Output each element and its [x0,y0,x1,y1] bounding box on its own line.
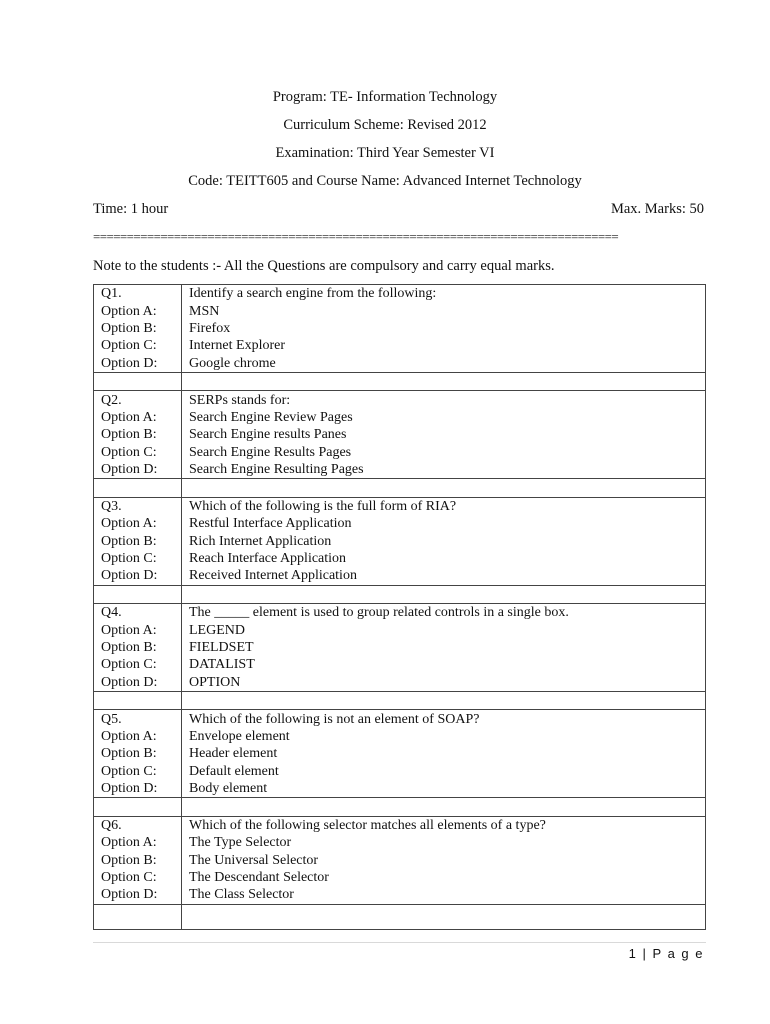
option-row [94,780,706,798]
option-row [94,355,706,373]
question-row-text: The _____ element is used to group related controls in a single box. [182,604,706,622]
option-row-label: Option B: [94,426,182,443]
spacer-cell [182,798,706,816]
option-row-label: Option A: [94,834,182,851]
option-row [94,444,706,461]
spacer-row [94,372,706,390]
option-row-text: Search Engine results Panes [182,426,706,443]
question-row [94,604,706,622]
question-row [94,710,706,728]
option-row-text: Firefox [182,320,706,337]
option-row-label: Option C: [94,550,182,567]
option-row-text: Default element [182,763,706,780]
spacer-cell [182,904,706,929]
option-row-text: Search Engine Results Pages [182,444,706,461]
option-row [94,337,706,354]
student-note: Note to the students :- All the Questions are compulsory and carry equal marks. [93,258,555,274]
question-row-text: Which of the following selector matches all elements of a type? [182,816,706,834]
spacer-row [94,585,706,603]
option-row-label: Option C: [94,763,182,780]
spacer-cell [182,691,706,709]
question-row-label: Q4. [94,604,182,622]
question-row [94,391,706,409]
page-number: 1 [628,946,638,961]
option-row-label: Option A: [94,621,182,638]
option-row-text: Internet Explorer [182,337,706,354]
option-row [94,886,706,904]
spacer-cell [182,585,706,603]
spacer-row [94,691,706,709]
option-row-text: Envelope element [182,728,706,745]
page-separator: | [642,946,648,961]
option-row-label: Option D: [94,674,182,692]
spacer-cell [94,798,182,816]
option-row [94,621,706,638]
option-row-text: The Descendant Selector [182,869,706,886]
question-row [94,285,706,303]
question-row [94,816,706,834]
spacer-row [94,904,706,929]
option-row-text: Header element [182,745,706,762]
option-row [94,674,706,692]
spacer-cell [182,372,706,390]
option-row [94,639,706,656]
option-row-text: Search Engine Resulting Pages [182,461,706,479]
option-row-label: Option B: [94,639,182,656]
option-row [94,426,706,443]
spacer-row [94,798,706,816]
option-row-text: Google chrome [182,355,706,373]
option-row [94,852,706,869]
question-row-label: Q1. [94,285,182,303]
curriculum-line: Curriculum Scheme: Revised 2012 [283,117,487,133]
time-line: Time: 1 hour [93,201,169,217]
option-row-text: The Type Selector [182,834,706,851]
option-row [94,302,706,319]
spacer-cell [94,479,182,497]
program-line: Program: TE- Information Technology [272,89,498,105]
option-row [94,550,706,567]
option-row-label: Option D: [94,567,182,585]
max-marks-line: Max. Marks: 50 [610,201,704,217]
option-row-text: Reach Interface Application [182,550,706,567]
option-row-label: Option A: [94,409,182,426]
separator-rule: ============================================================================== [93,229,619,244]
question-row-label: Q3. [94,497,182,515]
option-row-text: Restful Interface Application [182,515,706,532]
question-row-label: Q2. [94,391,182,409]
spacer-cell [94,372,182,390]
option-row-text: DATALIST [182,656,706,673]
option-row-text: LEGEND [182,621,706,638]
option-row [94,532,706,549]
option-row-label: Option C: [94,656,182,673]
option-row-label: Option D: [94,886,182,904]
option-row-text: Body element [182,780,706,798]
question-row [94,497,706,515]
option-row-label: Option C: [94,337,182,354]
option-row [94,834,706,851]
option-row-text: The Class Selector [182,886,706,904]
option-row-label: Option A: [94,515,182,532]
page-word: P a g e [652,946,704,961]
option-row [94,745,706,762]
option-row [94,728,706,745]
option-row-label: Option D: [94,461,182,479]
option-row [94,869,706,886]
option-row-text: MSN [182,302,706,319]
option-row-label: Option D: [94,780,182,798]
question-row-text: SERPs stands for: [182,391,706,409]
spacer-cell [182,479,706,497]
option-row-label: Option A: [94,728,182,745]
option-row [94,409,706,426]
option-row-label: Option C: [94,869,182,886]
option-row [94,763,706,780]
spacer-cell [94,691,182,709]
option-row-label: Option C: [94,444,182,461]
question-row-label: Q6. [94,816,182,834]
page-footer [629,946,704,961]
option-row-label: Option B: [94,532,182,549]
spacer-row [94,479,706,497]
option-row-label: Option A: [94,302,182,319]
examination-line: Examination: Third Year Semester VI [275,145,495,161]
questions-table [93,284,706,930]
option-row [94,656,706,673]
option-row-label: Option B: [94,852,182,869]
course-line: Code: TEITT605 and Course Name: Advanced Internet Technology [188,173,582,189]
option-row-label: Option B: [94,320,182,337]
spacer-cell [94,585,182,603]
option-row-label: Option D: [94,355,182,373]
footer-divider [93,942,706,943]
option-row-text: OPTION [182,674,706,692]
option-row-text: Search Engine Review Pages [182,409,706,426]
option-row-text: Received Internet Application [182,567,706,585]
question-row-label: Q5. [94,710,182,728]
option-row [94,567,706,585]
option-row [94,320,706,337]
question-row-text: Which of the following is the full form of RIA? [182,497,706,515]
option-row [94,515,706,532]
option-row-text: FIELDSET [182,639,706,656]
spacer-cell [94,904,182,929]
option-row-text: Rich Internet Application [182,532,706,549]
option-row-label: Option B: [94,745,182,762]
question-row-text: Which of the following is not an element of SOAP? [182,710,706,728]
option-row [94,461,706,479]
option-row-text: The Universal Selector [182,852,706,869]
question-row-text: Identify a search engine from the following: [182,285,706,303]
